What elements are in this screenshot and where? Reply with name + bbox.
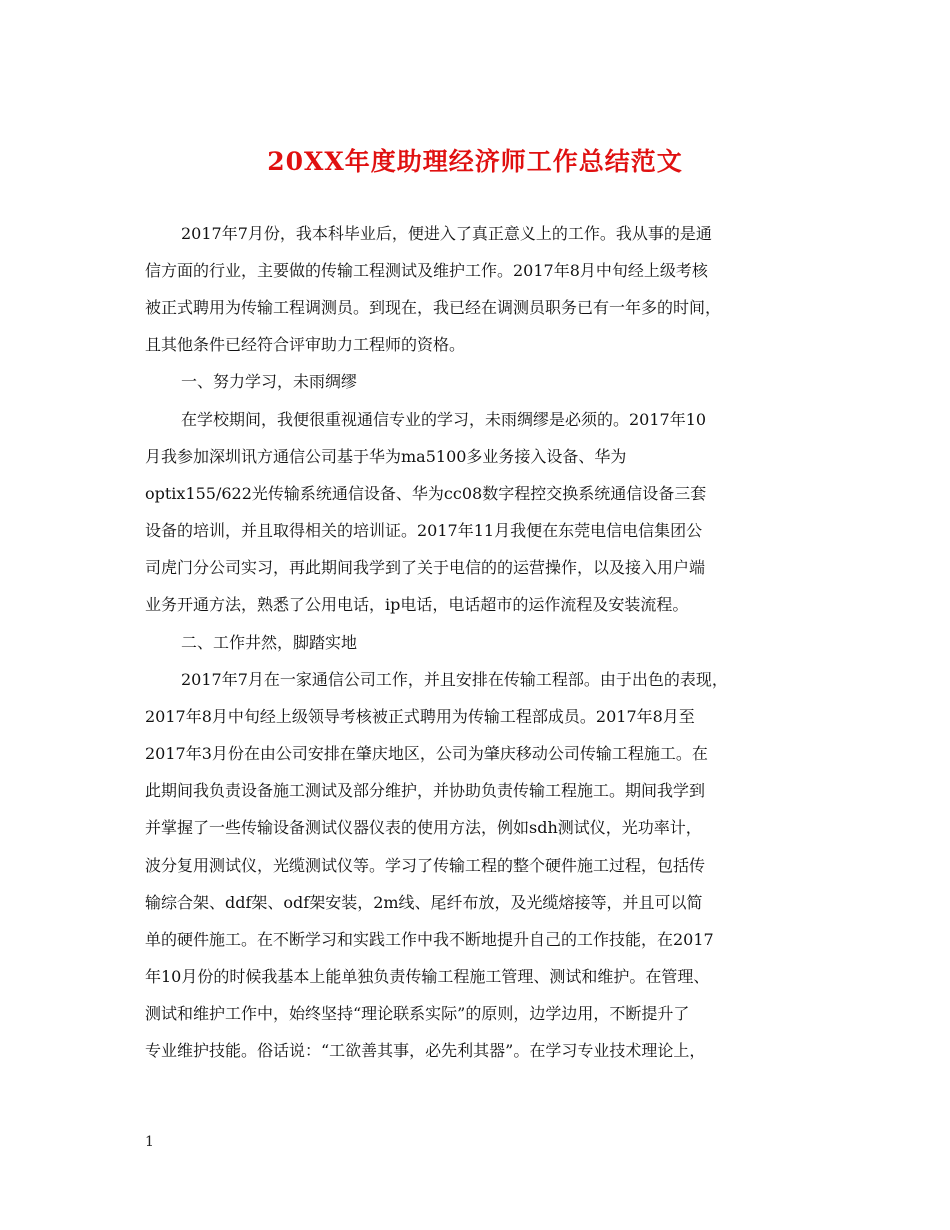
text-line: 在学校期间，我便很重视通信专业的学习，未雨绸缪是必须的。2017年10 — [181, 410, 707, 429]
text-line: 年10月份的时候我基本上能单独负责传输工程施工管理、测试和维护。在管理、 — [145, 967, 710, 986]
text-line: 并掌握了一些传输设备测试仪器仪表的使用方法，例如sdh测试仪，光功率计， — [145, 818, 702, 837]
text-line: 此期间我负责设备施工测试及部分维护，并协助负责传输工程施工。期间我学到 — [145, 781, 706, 800]
text-line: 2017年3月份在由公司安排在肇庆地区，公司为肇庆移动公司传输工程施工。在 — [145, 744, 708, 763]
section-heading: 一、努力学习，未雨绸缪 — [181, 372, 358, 391]
text-line: 司虎门分公司实习，再此期间我学到了关于电信的的运营操作，以及接入用户端 — [145, 558, 706, 577]
document-title: 20XX年度助理经济师工作总结范文 — [267, 147, 683, 176]
text-line: 且其他条件已经符合评审助力工程师的资格。 — [145, 335, 466, 354]
text-line: 测试和维护工作中，始终坚持“理论联系实际”的原则，边学边用，不断提升了 — [145, 1004, 690, 1023]
text-line: 波分复用测试仪，光缆测试仪等。学习了传输工程的整个硬件施工过程，包括传 — [145, 856, 706, 875]
text-line: 设备的培训，并且取得相关的培训证。2017年11月我便在东莞电信电信集团公 — [145, 521, 703, 540]
text-line: 被正式聘用为传输工程调测员。到现在，我已经在调测员职务已有一年多的时间， — [145, 298, 722, 317]
page-number: 1 — [145, 1134, 154, 1150]
text-line: 2017年7月在一家通信公司工作，并且安排在传输工程部。由于出色的表现， — [181, 670, 728, 689]
text-line: 月我参加深圳讯方通信公司基于华为ma5100多业务接入设备、华为 — [145, 447, 627, 466]
text-line: 2017年8月中旬经上级领导考核被正式聘用为传输工程部成员。2017年8月至 — [145, 707, 695, 726]
text-line: 信方面的行业，主要做的传输工程测试及维护工作。2017年8月中旬经上级考核 — [145, 261, 708, 280]
text-line: 输综合架、ddf架、odf架安装，2m线、尾纤布放，及光缆熔接等，并且可以简 — [145, 893, 703, 912]
section-heading: 二、工作井然，脚踏实地 — [181, 633, 358, 652]
text-line: optix155/622光传输系统通信设备、华为cc08数字程控交换系统通信设备三套 — [145, 484, 707, 503]
text-line: 2017年7月份，我本科毕业后，便进入了真正意义上的工作。我从事的是通 — [181, 224, 712, 243]
text-line: 单的硬件施工。在不断学习和实践工作中我不断地提升自己的工作技能，在2017 — [145, 930, 714, 949]
text-line: 专业维护技能。俗话说：“工欲善其事，必先利其器”。在学习专业技术理论上， — [145, 1041, 706, 1060]
text-line: 业务开通方法，熟悉了公用电话，ip电话，电话超市的运作流程及安装流程。 — [145, 595, 689, 614]
